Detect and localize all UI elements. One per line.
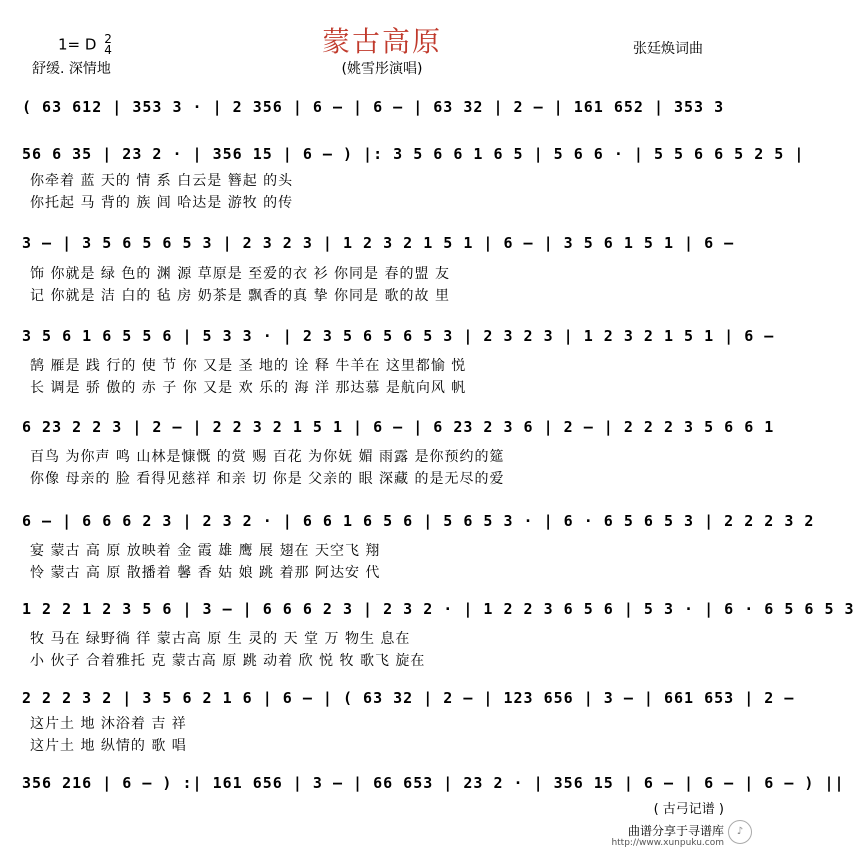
lyric-row-3a: 饰 你就是 绿 色的 渊 源 草原是 至爱的衣 衫 你同是 春的盟 友: [30, 266, 450, 282]
lyric-row-4b: 长 调是 骄 傲的 赤 子 你 又是 欢 乐的 海 洋 那达慕 是航向风 帆: [30, 380, 467, 396]
time-denominator: 4: [104, 43, 112, 57]
notation-row-7: 1 2 2 1 2 3 5 6 | 3 – | 6 6 6 2 3 | 2 3 2 · | 1 2 2 3 6 5 6 | 5 3 · | 6 · 6 5 6 5 3: [22, 600, 855, 618]
lyric-row-7b: 小 伙子 合着雅托 克 蒙古高 原 跳 动着 欣 悦 牧 歌飞 旋在: [30, 653, 426, 669]
site-credit: 曲谱分享于寻谱库: [627, 824, 724, 838]
key-signature: [58, 34, 112, 56]
notation-row-1: ( 63 612 | 353 3 · | 2 356 | 6 – | 6 – | 63 32 | 2 – | 161 652 | 353 3: [22, 98, 725, 116]
time-signature: [104, 34, 112, 56]
lyric-row-8b: 这片土 地 纵情的 歌 唱: [30, 738, 187, 754]
lyric-row-8a: 这片土 地 沐浴着 吉 祥: [30, 716, 187, 732]
notation-row-3: 3 – | 3 5 6 5 6 5 3 | 2 3 2 3 | 1 2 3 2 1 5 1 | 6 – | 3 5 6 1 5 1 | 6 –: [22, 234, 735, 252]
composer-credit: 张廷焕词曲: [633, 41, 703, 57]
lyric-row-5b: 你像 母亲的 脸 看得见慈祥 和亲 切 你是 父亲的 眼 深藏 的是无尽的爱: [30, 471, 505, 487]
site-url: http://www.xunpuku.com: [611, 838, 724, 848]
notation-row-2: 56 6 35 | 23 2 · | 356 15 | 6 – ) |: 3 5 6 6 1 6 5 | 5 6 6 · | 5 5 6 6 5 2 5 |: [22, 145, 805, 163]
lyric-row-6b: 怜 蒙古 高 原 散播着 馨 香 姑 娘 跳 着那 阿达安 代: [30, 565, 381, 581]
lyric-row-2b: 你托起 马 背的 族 闾 哈达是 游牧 的传: [30, 195, 294, 211]
lyric-row-2a: 你牵着 蓝 天的 情 系 白云是 簪起 的头: [30, 173, 294, 189]
key-label: 1= D: [58, 35, 97, 54]
lyric-row-6a: 宴 蒙古 高 原 放映着 金 霞 雄 鹰 展 翅在 天空飞 翔: [30, 543, 381, 559]
watermark-logo-icon: ♪: [728, 820, 752, 844]
notation-row-4: 3 5 6 1 6 5 5 6 | 5 3 3 · | 2 3 5 6 5 6 5 3 | 2 3 2 3 | 1 2 3 2 1 5 1 | 6 –: [22, 327, 775, 345]
notation-row-6: 6 – | 6 6 6 2 3 | 2 3 2 · | 6 6 1 6 5 6 | 5 6 5 3 · | 6 · 6 5 6 5 3 | 2 2 2 3 2: [22, 512, 815, 530]
time-numerator: 2: [104, 32, 112, 46]
tempo-marking: 舒缓. 深情地: [32, 61, 111, 77]
transcriber-note: ( 古弓记谱 ): [653, 802, 724, 817]
singer-credit: (姚雪彤演唱): [341, 61, 423, 77]
lyric-row-5a: 百鸟 为你声 鸣 山林是慷慨 的赏 赐 百花 为你妩 媚 雨露 是你预约的筵: [30, 449, 505, 465]
lyric-row-4a: 鹄 雁是 践 行的 使 节 你 又是 圣 地的 诠 释 牛羊在 这里都愉 悦: [30, 358, 467, 374]
notation-row-8: 2 2 2 3 2 | 3 5 6 2 1 6 | 6 – | ( 63 32 | 2 – | 123 656 | 3 – | 661 653 | 2 –: [22, 689, 795, 707]
notation-row-9: 356 216 | 6 – ) :| 161 656 | 3 – | 66 653 | 23 2 · | 356 15 | 6 – | 6 – | 6 – ) ||: [22, 774, 845, 792]
notation-row-5: 6 23 2 2 3 | 2 – | 2 2 3 2 1 5 1 | 6 – | 6 23 2 3 6 | 2 – | 2 2 2 3 5 6 6 1: [22, 418, 775, 436]
lyric-row-7a: 牧 马在 绿野徜 徉 蒙古高 原 生 灵的 天 堂 万 物生 息在: [30, 631, 411, 647]
lyric-row-3b: 记 你就是 洁 白的 毡 房 奶茶是 飘香的真 挚 你同是 歌的故 里: [30, 288, 450, 304]
song-title: 蒙古高原: [321, 25, 442, 58]
